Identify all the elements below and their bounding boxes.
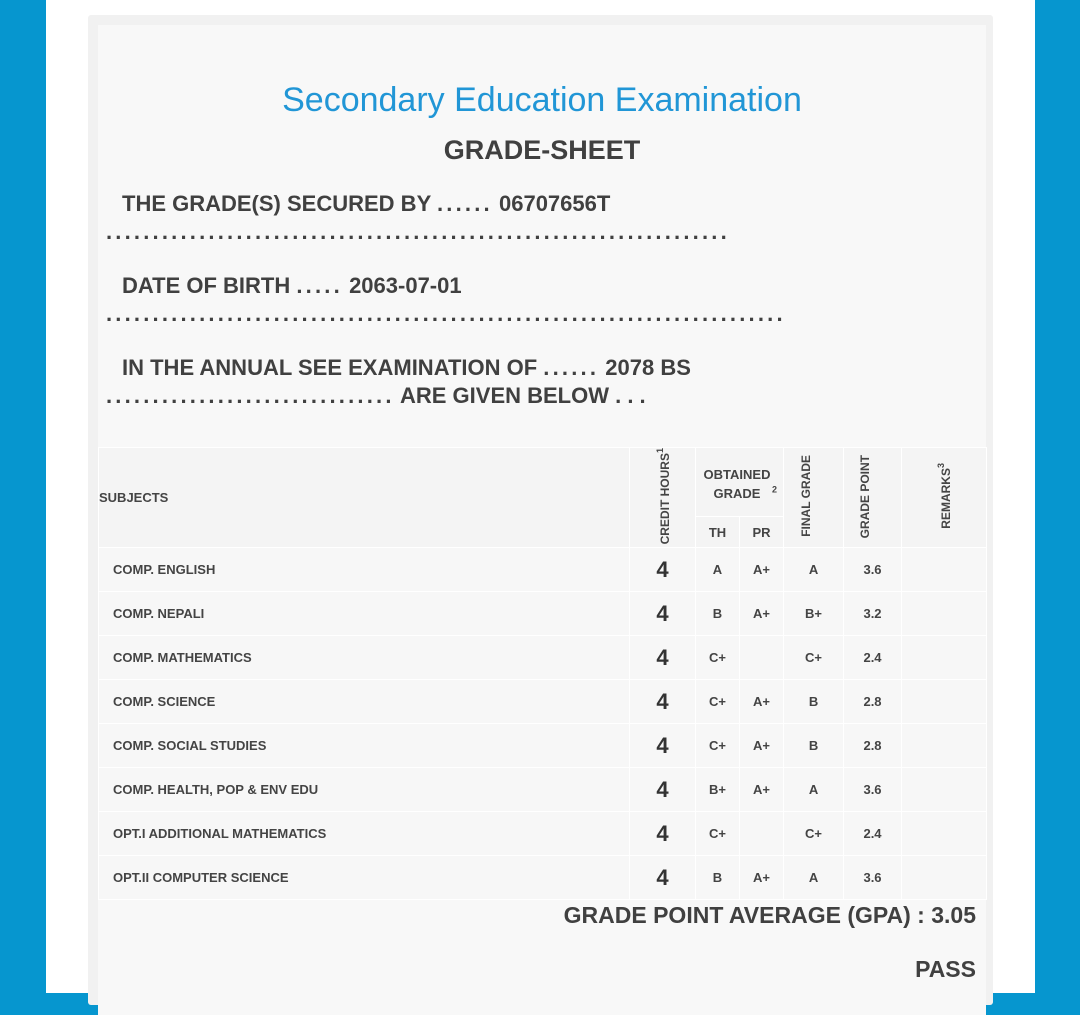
credit-cell: 4 — [630, 636, 696, 680]
given-below: ARE GIVEN BELOW . . . — [399, 383, 646, 408]
final-grade-cell: A — [784, 856, 844, 900]
credit-cell: 4 — [630, 856, 696, 900]
credit-hours-header: CREDIT HOURS$^1$ — [630, 448, 696, 548]
table-row — [99, 768, 987, 812]
th-header: TH — [696, 517, 740, 548]
dob-value: 2063-07-01 — [349, 273, 462, 298]
pr-cell: A+ — [740, 856, 784, 900]
table-row — [99, 592, 987, 636]
subject-cell: COMP. HEALTH, POP & ENV EDU — [99, 768, 630, 812]
th-cell: A — [696, 548, 740, 592]
remarks-cell — [902, 724, 987, 768]
remarks-cell — [902, 768, 987, 812]
pr-cell: A+ — [740, 724, 784, 768]
grade-sheet — [98, 25, 986, 1015]
final-grade-cell: C+ — [784, 636, 844, 680]
exam-line: IN THE ANNUAL SEE EXAMINATION OF ...... 2078 BS ............................... ARE GIVEN BELOW . . . — [106, 355, 691, 408]
pr-header: PR — [740, 517, 784, 548]
table-row — [99, 636, 987, 680]
subject-cell: COMP. MATHEMATICS — [99, 636, 630, 680]
grade-point-cell: 2.8 — [844, 724, 902, 768]
credit-cell: 4 — [630, 724, 696, 768]
pr-cell: A+ — [740, 548, 784, 592]
grade-sheet-title: GRADE-SHEET — [443, 135, 641, 165]
grade-point-cell: 3.6 — [844, 548, 902, 592]
secured-by-line: THE GRADE(S) SECURED BY ...... 06707656T ................................................................... — [106, 191, 730, 244]
subject-cell: OPT.I ADDITIONAL MATHEMATICS — [99, 812, 630, 856]
subject-cell: OPT.II COMPUTER SCIENCE — [99, 856, 630, 900]
credit-cell: 4 — [630, 812, 696, 856]
remarks-header: REMARKS$^3$ — [902, 448, 987, 548]
table-row — [99, 812, 987, 856]
secured-by-label: THE GRADE(S) SECURED BY — [122, 191, 431, 216]
th-cell: C+ — [696, 680, 740, 724]
th-cell: C+ — [696, 636, 740, 680]
pr-cell: A+ — [740, 680, 784, 724]
pr-cell: A+ — [740, 592, 784, 636]
remarks-cell — [902, 636, 987, 680]
credit-cell: 4 — [630, 592, 696, 636]
final-grade-cell: A — [784, 768, 844, 812]
date-of-birth-line: DATE OF BIRTH ..... 2063-07-01 ......................................................................... — [106, 273, 786, 326]
final-grade-cell: B — [784, 680, 844, 724]
table-row — [99, 856, 987, 900]
final-grade-cell: B — [784, 724, 844, 768]
grades-table — [98, 447, 987, 900]
dob-label: DATE OF BIRTH — [122, 273, 291, 298]
subject-cell: COMP. NEPALI — [99, 592, 630, 636]
remarks-cell — [902, 548, 987, 592]
th-cell: B — [696, 856, 740, 900]
table-row — [99, 680, 987, 724]
grade-point-cell: 2.4 — [844, 636, 902, 680]
exam-year: 2078 BS — [605, 355, 691, 380]
grade-point-cell: 3.2 — [844, 592, 902, 636]
grade-sheet-card — [88, 15, 993, 1005]
th-cell: C+ — [696, 812, 740, 856]
symbol-number: 06707656T — [498, 191, 611, 216]
remarks-cell — [902, 812, 987, 856]
credit-cell: 4 — [630, 768, 696, 812]
remarks-cell — [902, 856, 987, 900]
th-cell: B — [696, 592, 740, 636]
th-cell: C+ — [696, 724, 740, 768]
remarks-cell — [902, 680, 987, 724]
exam-title: Secondary Education Examination — [282, 81, 802, 119]
subject-cell: COMP. SCIENCE — [99, 680, 630, 724]
th-cell: B+ — [696, 768, 740, 812]
gpa-summary: GRADE POINT AVERAGE (GPA) : 3.05 — [563, 902, 976, 928]
obtained-grade-header: OBTAINED GRADE $^2$ — [696, 448, 784, 517]
final-grade-cell: B+ — [784, 592, 844, 636]
grade-point-cell: 3.6 — [844, 768, 902, 812]
subject-cell: COMP. SOCIAL STUDIES — [99, 724, 630, 768]
grade-point-cell: 2.8 — [844, 680, 902, 724]
exam-label: IN THE ANNUAL SEE EXAMINATION OF — [122, 355, 538, 380]
table-row — [99, 548, 987, 592]
pr-cell — [740, 636, 784, 680]
remarks-cell — [902, 592, 987, 636]
credit-cell: 4 — [630, 680, 696, 724]
final-grade-cell: A — [784, 548, 844, 592]
page — [46, 0, 1035, 993]
pr-cell: A+ — [740, 768, 784, 812]
final-grade-header: FINAL GRADE — [784, 448, 844, 548]
result-status: PASS — [915, 956, 976, 982]
pr-cell — [740, 812, 784, 856]
grade-point-cell: 3.6 — [844, 856, 902, 900]
subjects-header: SUBJECTS — [99, 448, 630, 548]
table-row — [99, 724, 987, 768]
subject-cell: COMP. ENGLISH — [99, 548, 630, 592]
grade-point-header: GRADE POINT — [844, 448, 902, 548]
credit-cell: 4 — [630, 548, 696, 592]
grade-point-cell: 2.4 — [844, 812, 902, 856]
final-grade-cell: C+ — [784, 812, 844, 856]
